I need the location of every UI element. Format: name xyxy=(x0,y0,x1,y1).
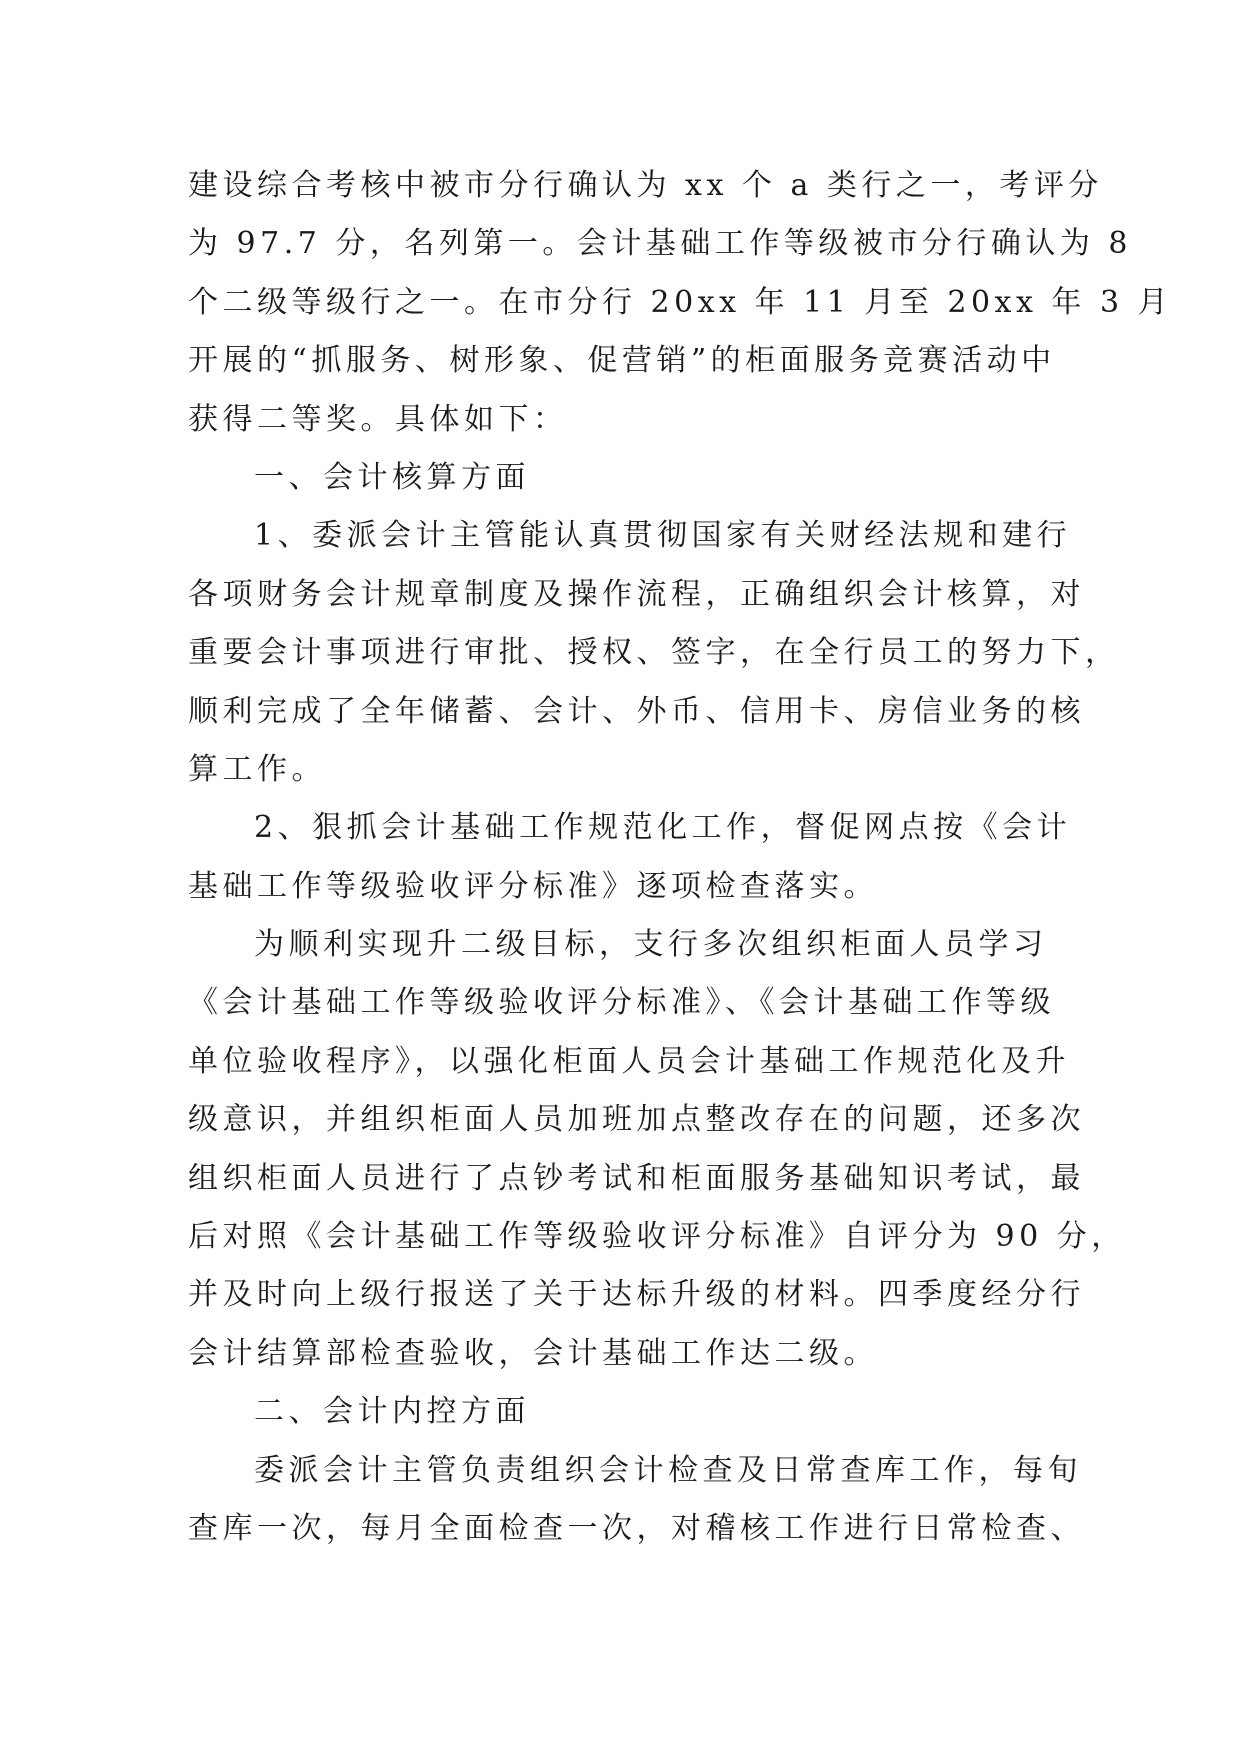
text-line: 查库一次，每月全面检查一次，对稽核工作进行日常检查、 xyxy=(188,1510,1085,1546)
document-body xyxy=(188,157,1173,1558)
text-line: 为 97.7 分，名列第一。会计基础工作等级被市分行确认为 8 xyxy=(188,226,1132,262)
text-line: 并及时向上级行报送了关于达标升级的材料。四季度经分行 xyxy=(188,1277,1085,1313)
text-line: 《会计基础工作等级验收评分标准》、《会计基础工作等级 xyxy=(188,985,1055,1021)
text-line: 开展的“抓服务、树形象、促营销”的柜面服务竞赛活动中 xyxy=(188,343,1056,379)
text-line: 1、委派会计主管能认真贯彻国家有关财经法规和建行 xyxy=(254,518,1072,554)
text-line: 各项财务会计规章制度及操作流程，正确组织会计核算，对 xyxy=(188,576,1085,612)
text-line: 顺利完成了全年储蓄、会计、外币、信用卡、房信业务的核 xyxy=(188,693,1085,729)
text-line: 组织柜面人员进行了点钞考试和柜面服务基础知识考试，最 xyxy=(188,1160,1085,1196)
text-line: 基础工作等级验收评分标准》逐项检查落实。 xyxy=(188,868,878,904)
text-line: 后对照《会计基础工作等级验收评分标准》自评分为 90 分， xyxy=(188,1219,1126,1255)
text-line: 获得二等奖。具体如下： xyxy=(188,401,568,437)
text-line: 为顺利实现升二级目标，支行多次组织柜面人员学习 xyxy=(254,927,1048,963)
text-line: 建设综合考核中被市分行确认为 xx 个 a 类行之一，考评分 xyxy=(188,168,1103,203)
text-line: 个二级等级行之一。在市分行 20xx 年 11 月至 20xx 年 3 月 xyxy=(188,284,1173,320)
text-line: 会计结算部检查验收，会计基础工作达二级。 xyxy=(188,1335,878,1371)
text-line: 算工作。 xyxy=(188,751,326,787)
text-line: 委派会计主管负责组织会计检查及日常查库工作，每旬 xyxy=(254,1452,1082,1488)
text-line: 级意识，并组织柜面人员加班加点整改存在的问题，还多次 xyxy=(188,1102,1085,1138)
text-line: 单位验收程序》，以强化柜面人员会计基础工作规范化及升 xyxy=(188,1043,1070,1079)
text-line: 一、会计核算方面 xyxy=(254,459,530,495)
text-line: 2、狠抓会计基础工作规范化工作，督促网点按《会计 xyxy=(254,810,1072,846)
text-line: 重要会计事项进行审批、授权、签字，在全行员工的努力下， xyxy=(188,635,1120,671)
text-line: 二、会计内控方面 xyxy=(254,1394,530,1430)
